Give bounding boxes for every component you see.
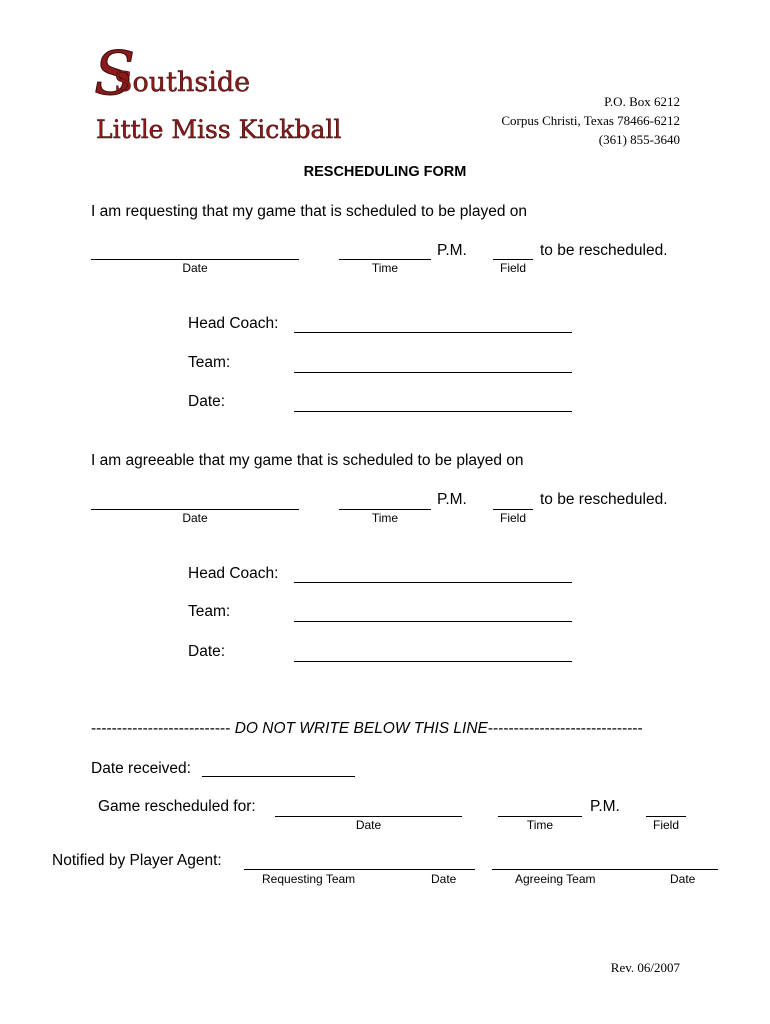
agree-caption-time: Time: [371, 511, 399, 525]
rescheduled-for-label: Game rescheduled for:: [98, 798, 256, 815]
form-title: RESCHEDULING FORM: [303, 164, 467, 180]
logo-big-s: S: [94, 44, 136, 109]
caption-agreeing-team: Agreeing Team: [515, 872, 596, 886]
address-city: Corpus Christi, Texas 78466-6212: [501, 113, 680, 128]
agreeing-team-line[interactable]: [492, 869, 718, 870]
request-pm-label: P.M.: [437, 242, 467, 259]
agree-time-line[interactable]: [339, 509, 431, 510]
request-team-line[interactable]: [294, 372, 572, 373]
agree-head-coach-label: Head Coach:: [188, 565, 279, 582]
request-head-coach-label: Head Coach:: [188, 315, 279, 332]
request-intro: I am requesting that my game that is scheduled to be played on: [91, 203, 527, 220]
agree-pm-label: P.M.: [437, 491, 467, 508]
caption-requesting-date: Date: [431, 872, 457, 886]
request-sign-date-label: Date:: [188, 393, 226, 410]
logo-line1: Southside: [114, 67, 251, 98]
agree-field-line[interactable]: [493, 509, 533, 510]
rescheduled-caption-time: Time: [526, 818, 554, 832]
revision-label: Rev. 06/2007: [610, 960, 680, 975]
request-caption-time: Time: [371, 261, 399, 275]
logo-line2: Little Miss Kickball: [96, 115, 342, 144]
agree-head-coach-line[interactable]: [294, 582, 572, 583]
divider-dashes-right: ------------------------------: [487, 720, 643, 737]
date-received-line[interactable]: [202, 776, 355, 777]
request-field-line[interactable]: [493, 259, 533, 260]
logo: [92, 44, 382, 144]
agree-team-label: Team:: [188, 603, 231, 620]
agree-date-line[interactable]: [91, 509, 299, 510]
request-sign-date-line[interactable]: [294, 411, 572, 412]
request-caption-date: Date: [182, 261, 208, 275]
agree-sign-date-line[interactable]: [294, 661, 572, 662]
address-phone: (361) 855-3640: [598, 132, 680, 147]
date-received-label: Date received:: [91, 760, 191, 777]
rescheduled-date-line[interactable]: [275, 816, 462, 817]
requesting-team-line[interactable]: [244, 869, 475, 870]
rescheduled-field-line[interactable]: [646, 816, 686, 817]
notified-by-label: Notified by Player Agent:: [52, 852, 222, 869]
rescheduled-caption-field: Field: [652, 818, 679, 832]
request-caption-field: Field: [499, 261, 526, 275]
agree-suffix: to be rescheduled.: [540, 491, 668, 508]
rescheduled-pm-label: P.M.: [590, 798, 620, 815]
caption-requesting-team: Requesting Team: [262, 872, 356, 886]
divider-dashes-left: ---------------------------: [91, 720, 231, 737]
request-team-label: Team:: [188, 354, 231, 371]
address-po-box: P.O. Box 6212: [604, 94, 680, 109]
request-time-line[interactable]: [339, 259, 431, 260]
divider-text: DO NOT WRITE BELOW THIS LINE: [234, 720, 488, 737]
rescheduled-time-line[interactable]: [498, 816, 582, 817]
office-divider: [91, 720, 643, 738]
request-date-line[interactable]: [91, 259, 299, 260]
agree-caption-date: Date: [182, 511, 208, 525]
address-block: [501, 92, 680, 149]
request-suffix: to be rescheduled.: [540, 242, 668, 259]
agree-intro: I am agreeable that my game that is scheduled to be played on: [91, 452, 524, 469]
request-head-coach-line[interactable]: [294, 332, 572, 333]
agree-sign-date-label: Date:: [188, 643, 226, 660]
agree-team-line[interactable]: [294, 621, 572, 622]
agree-caption-field: Field: [499, 511, 526, 525]
rescheduled-caption-date: Date: [355, 818, 382, 832]
caption-agreeing-date: Date: [670, 872, 696, 886]
